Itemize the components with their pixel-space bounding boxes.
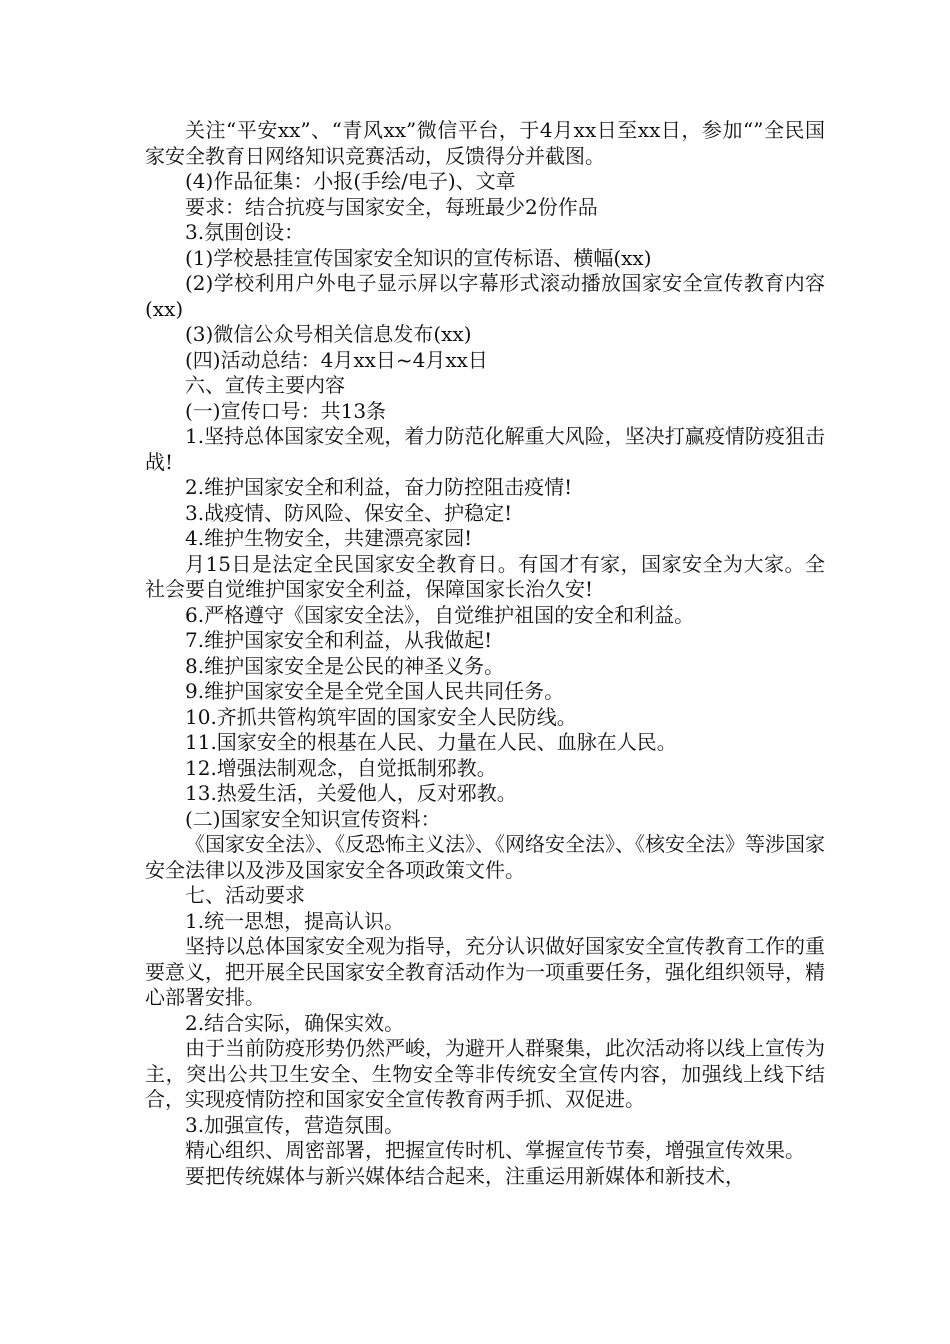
slogan-item: 10.齐抓共管构筑牢固的国家安全人民防线。 [185,704,577,729]
paragraph: 《国家安全法》、《反恐怖主义法》、《网络安全法》、《核安全法》等涉国家安全法律以及涉及国家安全各项政策文件。 [145,832,825,882]
paragraph: (四)活动总结：4月xx日~4月xx日 [185,347,488,372]
paragraph: 由于当前防疫形势仍然严峻，为避开人群聚集，此次活动将以线上宣传为主，突出公共卫生安全、生物安全等非传统安全宣传内容，加强线上线下结合，实现疫情防控和国家安全宣传教育两手抓、双促进。 [145,1036,825,1111]
paragraph: 要把传统媒体与新兴媒体结合起来，注重运用新媒体和新技术， [185,1163,745,1188]
paragraph: (2)学校利用户外电子显示屏以字幕形式滚动播放国家安全宣传教育内容(xx) [145,271,825,321]
slogan-item: 3.战疫情、防风险、保安全、护稳定! [185,500,513,525]
document-page [145,118,825,1189]
slogan-item: 4.维护生物安全，共建漂亮家园! [185,526,473,550]
section-heading: 七、活动要求 [185,883,305,907]
slogan-item: 6.严格遵守《国家安全法》，自觉维护祖国的安全和利益。 [185,602,695,627]
slogan-item: 月15日是法定全民国家安全教育日。有国才有家，国家安全为大家。全社会要自觉维护国家安全利益，保障国家长治久安! [145,551,825,601]
requirement-heading: 2.结合实际，确保实效。 [185,1010,405,1035]
paragraph: 3.氛围创设： [185,220,305,244]
paragraph: (1)学校悬挂宣传国家安全知识的宣传标语、横幅(xx) [185,245,652,270]
requirement-heading: 3.加强宣传，营造氛围。 [185,1112,405,1137]
paragraph: (4)作品征集：小报(手绘/电子)、文章 [185,169,516,193]
requirement-heading: 1.统一思想，提高认识。 [185,908,405,933]
slogan-item: 12.增强法制观念，自觉抵制邪教。 [185,755,497,780]
paragraph: 精心组织、周密部署，把握宣传时机、掌握宣传节奏，增强宣传效果。 [185,1138,805,1162]
paragraph: 要求：结合抗疫与国家安全，每班最少2份作品 [185,194,598,219]
paragraph: 关注“平安xx”、“青风xx”微信平台，于4月xx日至xx日，参加“”全民国家安全教育日网络知识竞赛活动，反馈得分并截图。 [145,118,825,168]
slogan-item: 8.维护国家安全是公民的神圣义务。 [185,653,505,678]
section-heading: 六、宣传主要内容 [185,373,345,397]
subsection-heading: (一)宣传口号：共13条 [185,398,387,423]
slogan-item: 2.维护国家安全和利益，奋力防控阻击疫情! [185,475,573,499]
subsection-heading: (二)国家安全知识宣传资料： [185,806,441,831]
slogan-item: 7.维护国家安全和利益，从我做起! [185,628,493,652]
slogan-item: 9.维护国家安全是全党全国人民共同任务。 [185,679,565,703]
slogan-item: 13.热爱生活，关爱他人，反对邪教。 [185,781,517,805]
slogan-item: 11.国家安全的根基在人民、力量在人民、血脉在人民。 [185,730,677,754]
slogan-item: 1.坚持总体国家安全观，着力防范化解重大风险，坚决打赢疫情防疫狙击战! [145,424,825,474]
paragraph: (3)微信公众号相关信息发布(xx) [185,322,472,346]
paragraph: 坚持以总体国家安全观为指导，充分认识做好国家安全宣传教育工作的重要意义，把开展全民国家安全教育活动作为一项重要任务，强化组织领导，精心部署安排。 [145,934,825,1009]
